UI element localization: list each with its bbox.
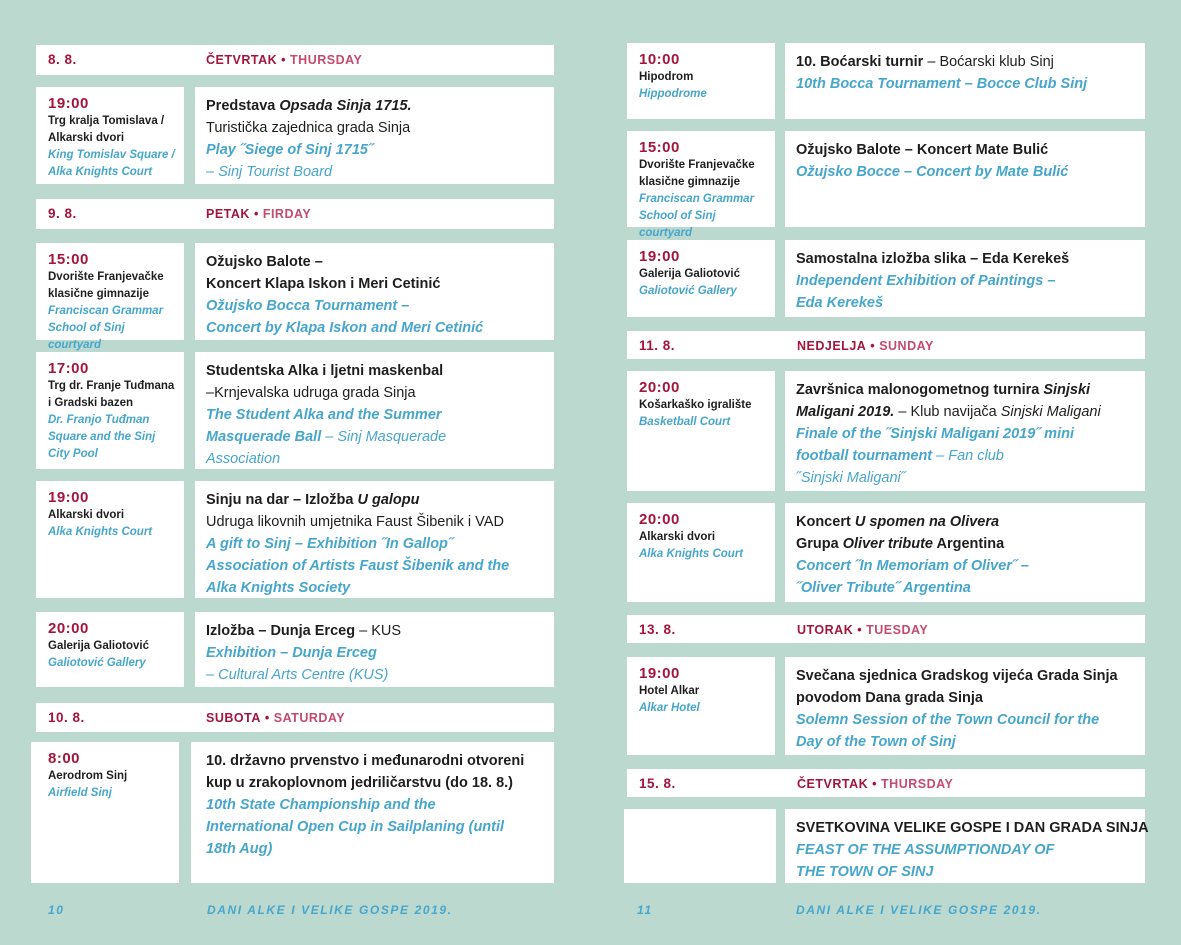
day-name-en: FIRDAY: [262, 207, 312, 221]
event-desc-box: [785, 503, 1145, 602]
event-location: Košarkaško igralište: [639, 399, 752, 411]
event-title: Izložba – Dunja Erceg – KUS: [206, 623, 402, 639]
day-separator: •: [253, 207, 259, 221]
event-title: Ožujsko Balote – Koncert Mate Bulić: [796, 142, 1049, 158]
event-title-en: Day of the Town of Sinj: [796, 734, 956, 750]
event-title-en: 18th Aug): [206, 841, 273, 857]
event-time: 19:00: [48, 489, 89, 506]
day-header: [627, 769, 1145, 797]
day-header: [627, 615, 1145, 643]
day-separator: •: [281, 53, 287, 67]
event-title-en: Concert by Klapa Iskon and Meri Cetinić: [206, 320, 484, 336]
event-title-en: The Student Alka and the Summer: [206, 407, 442, 423]
event-desc-box: [195, 481, 554, 598]
event-title: Sinju na dar – Izložba U galopu: [206, 492, 420, 508]
event-desc-box: [191, 742, 554, 883]
footer-title: DANI ALKE I VELIKE GOSPE 2019.: [207, 903, 453, 917]
event-title-en: Ožujsko Bocce – Concert by Mate Bulić: [796, 164, 1069, 180]
event-title: Koncert U spomen na Olivera: [796, 514, 1000, 530]
day-header: [627, 331, 1145, 359]
event-title: Svečana sjednica Gradskog vijeća Grada Sinja: [796, 668, 1118, 684]
day-date: 10. 8.: [48, 710, 85, 725]
event-organizer-en: – Sinj Tourist Board: [206, 164, 333, 180]
event-location: Dvorište Franjevačke: [48, 271, 164, 283]
day-separator: •: [264, 711, 270, 725]
event-title: Završnica malonogometnog turnira Sinjski: [796, 382, 1091, 398]
page-number: 11: [637, 903, 653, 917]
event-time: 19:00: [639, 665, 680, 682]
event-location-en: Galiotović Gallery: [639, 285, 737, 297]
event-location-en: Hippodrome: [639, 88, 707, 100]
day-header: [36, 199, 554, 229]
event-location-en: Alkar Hotel: [639, 702, 700, 714]
event-location-en: Alka Knights Court: [639, 548, 744, 560]
event-time: 19:00: [48, 95, 89, 112]
day-name: [797, 331, 934, 361]
event-title-en: Masquerade Ball – Sinj Masquerade: [206, 429, 447, 445]
event-time-box: [36, 87, 184, 184]
event-location-en: Galiotović Gallery: [48, 657, 146, 669]
event-title-en: 10th Bocca Tournament – Bocce Club Sinj: [796, 76, 1088, 92]
day-name-en: THURSDAY: [290, 53, 363, 67]
event-organizer: Udruga likovnih umjetnika Faust Šibenik i VAD: [206, 514, 504, 530]
event-title: Ožujsko Balote –: [206, 254, 323, 270]
event-location-en: Airfield Sinj: [48, 787, 112, 799]
day-date: 11. 8.: [639, 338, 676, 353]
day-date: 13. 8.: [639, 622, 676, 637]
day-name: [206, 703, 345, 733]
event-location-en: King Tomislav Square /: [48, 149, 175, 161]
event-title-en: Solemn Session of the Town Council for the: [796, 712, 1100, 728]
day-name-en: SUNDAY: [879, 339, 934, 353]
event-time-box: [627, 371, 775, 491]
day-name-hr: ČETVRTAK: [206, 53, 278, 67]
day-name-hr: NEDJELJA: [797, 339, 867, 353]
event-title-en: ˝Oliver Tribute˝ Argentina: [796, 580, 971, 596]
event-organizer-en: Association: [206, 451, 281, 467]
day-name: [797, 615, 928, 645]
day-name-hr: SUBOTA: [206, 711, 261, 725]
event-location: Hotel Alkar: [639, 685, 700, 697]
event-time-box: [36, 481, 184, 598]
event-title: Koncert Klapa Iskon i Meri Cetinić: [206, 276, 441, 292]
day-header: [36, 703, 554, 732]
day-separator: •: [872, 777, 878, 791]
event-title-en: 10th State Championship and the: [206, 797, 436, 813]
day-date: 15. 8.: [639, 776, 676, 791]
event-location: Trg kralja Tomislava /: [48, 115, 165, 127]
event-time-box: [627, 43, 775, 119]
event-time: 15:00: [639, 139, 680, 156]
event-location: Aerodrom Sinj: [48, 770, 128, 782]
event-title-en: Exhibition – Dunja Erceg: [206, 645, 377, 661]
event-title: Samostalna izložba slika – Eda Kerekeš: [796, 251, 1070, 267]
page-number: 10: [48, 903, 65, 917]
day-name-hr: PETAK: [206, 207, 250, 221]
event-time: 20:00: [48, 620, 89, 637]
day-name: [206, 45, 362, 75]
event-time: 20:00: [639, 511, 680, 528]
event-time: 17:00: [48, 360, 89, 377]
event-title: kup u zrakoplovnom jedriličarstvu (do 18. 8.): [206, 775, 513, 791]
day-header: [36, 45, 554, 75]
event-time-box: [627, 503, 775, 602]
event-title-en: Eda Kerekeš: [796, 295, 884, 311]
left-page: [0, 0, 590, 945]
day-date: 8. 8.: [48, 52, 77, 67]
event-time-box: [31, 742, 179, 883]
event-title-en: Concert ˝In Memoriam of Oliver˝ –: [796, 558, 1029, 574]
event-desc-box: [785, 371, 1145, 491]
event-location: Alkarski dvori: [48, 132, 125, 144]
event-organizer-en: Association of Artists Faust Šibenik and the: [206, 558, 510, 574]
event-title: Predstava Opsada Sinja 1715.: [206, 98, 412, 114]
day-name: [206, 199, 311, 229]
event-title-en: Play ˝Siege of Sinj 1715˝: [206, 142, 373, 158]
day-name-en: SATURDAY: [273, 711, 346, 725]
day-separator: •: [857, 623, 863, 637]
event-title-en: A gift to Sinj – Exhibition ˝In Gallop˝: [206, 536, 453, 552]
event-time: 8:00: [48, 750, 81, 767]
event-time-box: [36, 612, 184, 687]
event-time: 15:00: [48, 251, 89, 268]
event-organizer: –Krnjevalska udruga grada Sinja: [206, 385, 416, 401]
event-time-box: [627, 240, 775, 317]
event-title-en: Ožujsko Bocca Tournament –: [206, 298, 410, 314]
event-title: 10. državno prvenstvo i međunarodni otvoreni: [206, 753, 525, 769]
event-desc-box: [785, 657, 1145, 755]
event-desc-box: [785, 809, 1149, 883]
event-time-box: [36, 352, 184, 469]
event-title-en: football tournament – Fan club: [796, 448, 1004, 464]
event-location-en: School of Sinj courtyard: [639, 210, 716, 239]
day-name: [797, 769, 953, 799]
event-location-en: Dr. Franjo Tuđman: [48, 414, 150, 426]
event-title-en: Independent Exhibition of Paintings –: [796, 273, 1056, 289]
event-title: Studentska Alka i ljetni maskenbal: [206, 363, 444, 379]
event-desc-box: [195, 352, 554, 469]
day-name-hr: ČETVRTAK: [797, 777, 869, 791]
event-location: klasične gimnazije: [48, 288, 149, 300]
event-desc-box: [785, 43, 1145, 119]
event-location: klasične gimnazije: [639, 176, 740, 188]
event-time-box: [627, 657, 775, 755]
event-location: Galerija Galiotović: [639, 268, 740, 280]
event-time-box: [624, 809, 776, 883]
event-location: Hipodrom: [639, 71, 694, 83]
event-title: 10. Boćarski turnir – Boćarski klub Sinj: [796, 54, 1054, 70]
event-title-en: FEAST OF THE ASSUMPTIONDAY OF: [796, 842, 1055, 858]
event-organizer: Turistička zajednica grada Sinja: [206, 120, 411, 136]
event-title: SVETKOVINA VELIKE GOSPE I DAN GRADA SINJA: [796, 820, 1149, 836]
event-time: 10:00: [639, 51, 680, 68]
event-organizer-en: – Cultural Arts Centre (KUS): [206, 667, 389, 683]
event-desc-box: [785, 131, 1145, 227]
event-location-en: Alka Knights Court: [48, 526, 153, 538]
event-title: Maligani 2019. – Klub navijača Sinjski Maligani: [796, 404, 1101, 420]
event-location-en: School of Sinj courtyard: [48, 322, 125, 351]
event-location: Alkarski dvori: [639, 531, 716, 543]
event-location-en: Franciscan Grammar: [639, 193, 755, 205]
event-location-en: Square and the Sinj: [48, 431, 156, 443]
event-time: 19:00: [639, 248, 680, 265]
day-name-en: TUESDAY: [866, 623, 929, 637]
event-title-en: Finale of the ˝Sinjski Maligani 2019˝ mini: [796, 426, 1074, 442]
event-desc-box: [195, 87, 554, 184]
event-location: Trg dr. Franje Tuđmana: [48, 380, 175, 392]
day-name-en: THURSDAY: [881, 777, 954, 791]
event-location: i Gradski bazen: [48, 397, 134, 409]
footer-title: DANI ALKE I VELIKE GOSPE 2019.: [796, 903, 1042, 917]
event-location-en: City Pool: [48, 448, 98, 460]
event-time-box: [627, 131, 775, 239]
event-desc-box: [195, 243, 554, 340]
event-desc-box: [195, 612, 554, 687]
event-desc-box: [785, 240, 1145, 317]
event-location: Galerija Galiotović: [48, 640, 149, 652]
event-title: Grupa Oliver tribute Argentina: [796, 536, 1005, 552]
right-page: [590, 0, 1181, 945]
event-title: povodom Dana grada Sinja: [796, 690, 983, 706]
day-name-hr: UTORAK: [797, 623, 854, 637]
event-location: Dvorište Franjevačke: [639, 159, 755, 171]
event-organizer-en: ˝Sinjski Maligani˝: [796, 470, 906, 486]
event-location-en: Alka Knights Court: [48, 166, 153, 178]
event-location-en: Basketball Court: [639, 416, 731, 428]
event-time-box: [36, 243, 184, 351]
event-location: Alkarski dvori: [48, 509, 125, 521]
event-time: 20:00: [639, 379, 680, 396]
event-title-en: THE TOWN OF SINJ: [796, 864, 934, 880]
event-organizer-en: Alka Knights Society: [206, 580, 351, 596]
event-location-en: Franciscan Grammar: [48, 305, 164, 317]
day-separator: •: [870, 339, 876, 353]
day-date: 9. 8.: [48, 206, 77, 221]
event-title-en: International Open Cup in Sailplaning (until: [206, 819, 505, 835]
